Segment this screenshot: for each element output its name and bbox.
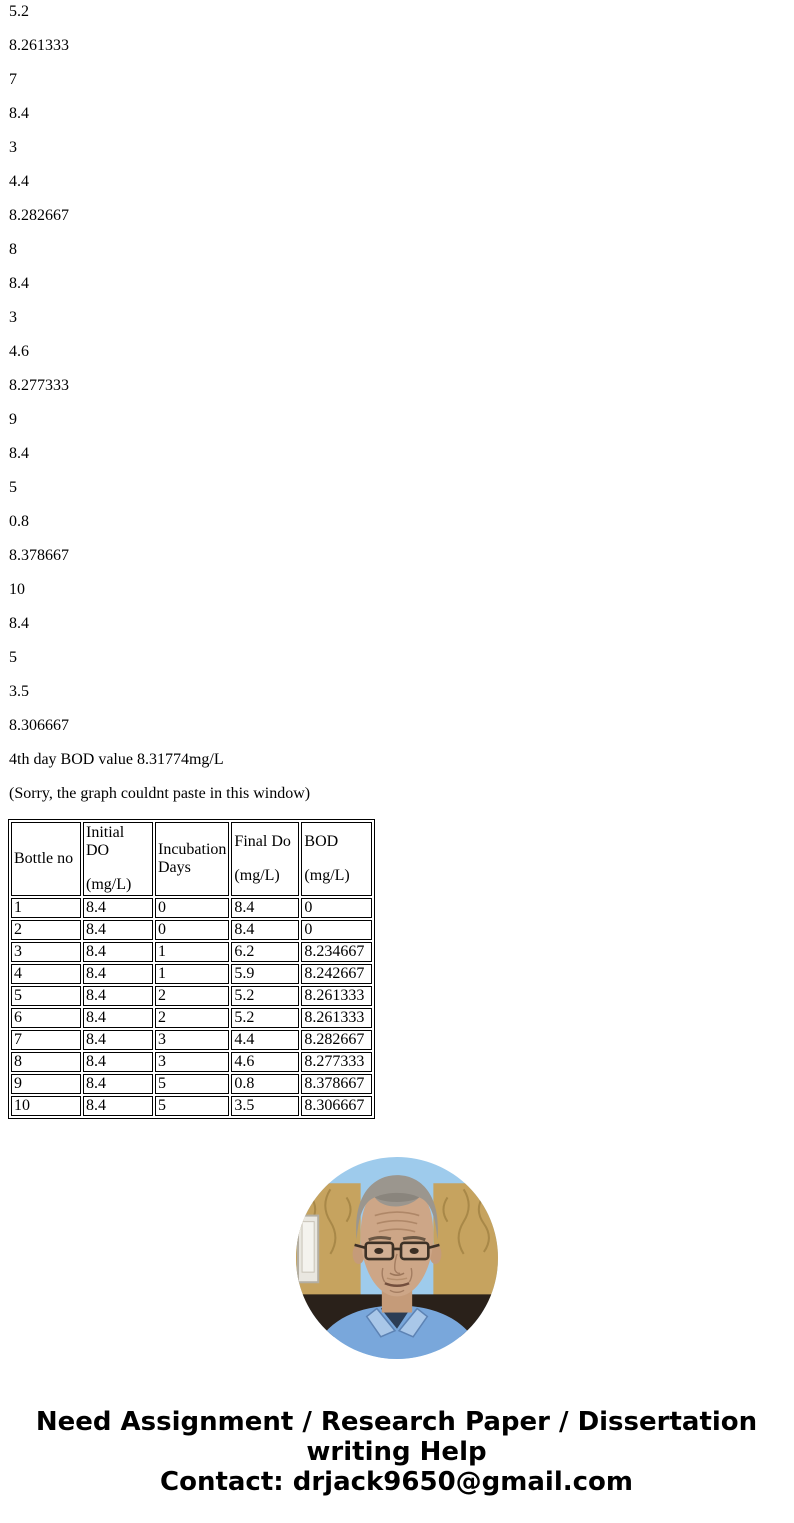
table-cell: 2 xyxy=(155,1008,229,1028)
table-row xyxy=(11,986,372,1006)
table-cell: 4.6 xyxy=(231,1052,299,1072)
table-cell: 8.4 xyxy=(83,1096,153,1116)
table-row xyxy=(11,1052,372,1072)
value-line: 5.2 xyxy=(9,3,29,20)
table-cell: 0 xyxy=(155,920,229,940)
header-final-do: Final Do (mg/L) xyxy=(231,822,299,896)
value-line: 8.4 xyxy=(9,275,29,292)
value-line: 5 xyxy=(9,649,17,666)
table-cell: 1 xyxy=(155,942,229,962)
value-line: 8.378667 xyxy=(9,547,69,564)
value-line: 8.306667 xyxy=(9,717,69,734)
table-cell: 8.4 xyxy=(83,964,153,984)
table-cell: 5 xyxy=(155,1074,229,1094)
table-cell: 3 xyxy=(155,1052,229,1072)
table-cell: 6 xyxy=(11,1008,81,1028)
table-cell: 8.4 xyxy=(83,920,153,940)
table-row xyxy=(11,1008,372,1028)
table-cell: 8.261333 xyxy=(301,1008,372,1028)
table-cell: 7 xyxy=(11,1030,81,1050)
bod-data-table xyxy=(8,819,375,1119)
table-row xyxy=(11,920,372,940)
table-row xyxy=(11,942,372,962)
bod-result-line: 4th day BOD value 8.31774mg/L xyxy=(9,751,224,768)
table-cell: 5 xyxy=(11,986,81,1006)
table-cell: 0 xyxy=(301,898,372,918)
table-cell: 6.2 xyxy=(231,942,299,962)
value-line: 8.277333 xyxy=(9,377,69,394)
header-initial-do: Initial DO (mg/L) xyxy=(83,822,153,896)
table-cell: 8.4 xyxy=(83,1030,153,1050)
table-row xyxy=(11,964,372,984)
table-cell: 8.378667 xyxy=(301,1074,372,1094)
value-line: 3 xyxy=(9,309,17,326)
table-cell: 8.242667 xyxy=(301,964,372,984)
promo-contact: Contact: drjack9650@gmail.com xyxy=(160,1467,633,1497)
table-cell: 5.2 xyxy=(231,986,299,1006)
table-cell: 8.4 xyxy=(83,898,153,918)
profile-photo xyxy=(296,1157,498,1359)
table-cell: 0.8 xyxy=(231,1074,299,1094)
table-cell: 2 xyxy=(155,986,229,1006)
table-cell: 10 xyxy=(11,1096,81,1116)
table-cell: 8.277333 xyxy=(301,1052,372,1072)
table-cell: 8.4 xyxy=(83,1052,153,1072)
table-cell: 1 xyxy=(155,964,229,984)
promo-heading: Need Assignment / Research Paper / Dissertation writing Help xyxy=(35,1407,758,1467)
value-line: 3.5 xyxy=(9,683,29,700)
value-line: 8 xyxy=(9,241,17,258)
value-line: 7 xyxy=(9,71,17,88)
value-line: 8.261333 xyxy=(9,37,69,54)
table-cell: 3 xyxy=(155,1030,229,1050)
table-cell: 0 xyxy=(155,898,229,918)
table-cell: 2 xyxy=(11,920,81,940)
table-row xyxy=(11,898,372,918)
table-cell: 8.306667 xyxy=(301,1096,372,1116)
table-row xyxy=(11,1074,372,1094)
value-line: 8.282667 xyxy=(9,207,69,224)
table-cell: 8.282667 xyxy=(301,1030,372,1050)
value-line: 3 xyxy=(9,139,17,156)
profile-photo-container xyxy=(9,1157,784,1359)
value-line: 10 xyxy=(9,581,25,598)
value-line: 8.4 xyxy=(9,445,29,462)
table-cell: 8.4 xyxy=(83,986,153,1006)
value-line: 8.4 xyxy=(9,615,29,632)
table-cell: 8.4 xyxy=(231,920,299,940)
value-line: 0.8 xyxy=(9,513,29,530)
table-cell: 4 xyxy=(11,964,81,984)
graph-missing-note: (Sorry, the graph couldnt paste in this window) xyxy=(9,785,311,802)
header-bod: BOD (mg/L) xyxy=(301,822,372,896)
value-line: 4.6 xyxy=(9,343,29,360)
table-cell: 5 xyxy=(155,1096,229,1116)
table-header-row xyxy=(11,822,372,896)
table-cell: 5.9 xyxy=(231,964,299,984)
table-cell: 3.5 xyxy=(231,1096,299,1116)
table-cell: 1 xyxy=(11,898,81,918)
table-cell: 9 xyxy=(11,1074,81,1094)
table-cell: 8.261333 xyxy=(301,986,372,1006)
header-bottle-no: Bottle no xyxy=(11,822,81,896)
table-cell: 8 xyxy=(11,1052,81,1072)
table-cell: 8.4 xyxy=(83,1008,153,1028)
table-cell: 5.2 xyxy=(231,1008,299,1028)
value-line: 5 xyxy=(9,479,17,496)
table-cell: 4.4 xyxy=(231,1030,299,1050)
value-line: 9 xyxy=(9,411,17,428)
table-cell: 8.4 xyxy=(231,898,299,918)
table-row xyxy=(11,1096,372,1116)
table-row xyxy=(11,1030,372,1050)
table-cell: 8.4 xyxy=(83,1074,153,1094)
table-cell: 8.234667 xyxy=(301,942,372,962)
value-line: 4.4 xyxy=(9,173,29,190)
value-line: 8.4 xyxy=(9,105,29,122)
bod-values-list xyxy=(9,3,784,735)
header-incubation-days: Incubation Days xyxy=(155,822,229,896)
table-cell: 8.4 xyxy=(83,942,153,962)
promo-footer xyxy=(9,1407,784,1497)
table-cell: 0 xyxy=(301,920,372,940)
table-cell: 3 xyxy=(11,942,81,962)
